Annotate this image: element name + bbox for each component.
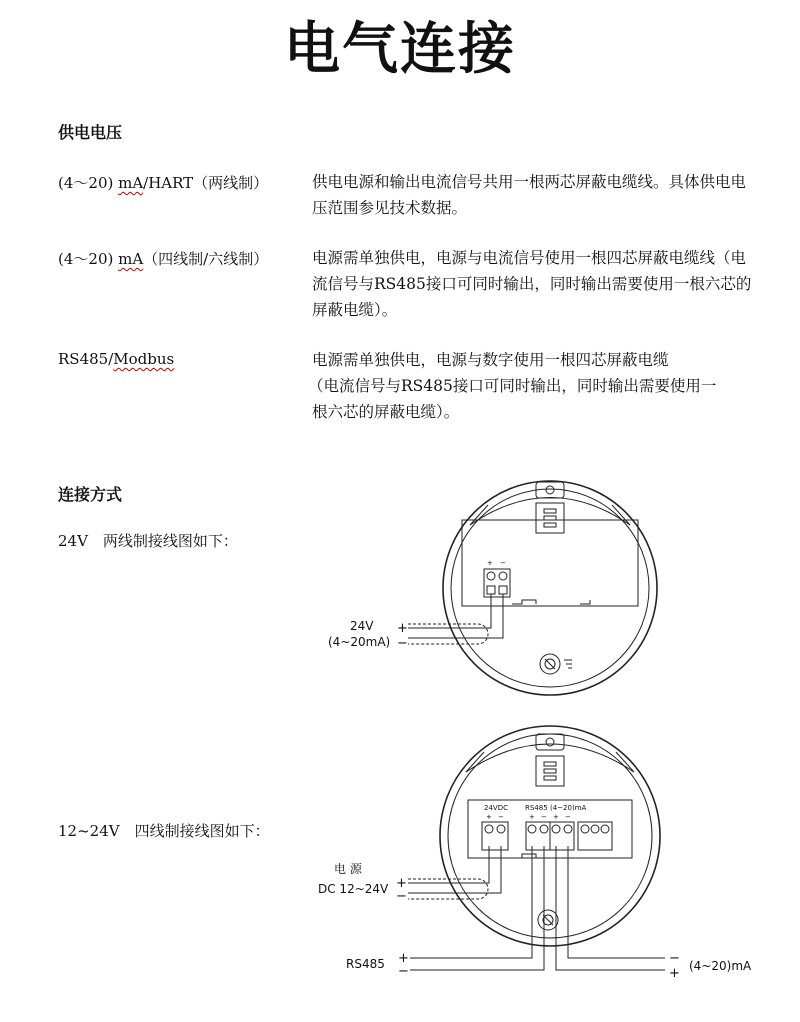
housing-top-arc [466,744,634,772]
diagram1-two-wire [408,481,657,695]
terminal-minus: − [541,813,547,821]
ground-symbol-icon [564,660,572,668]
plus-sign: + [398,951,409,966]
desc-line: 根六芯的屏蔽电缆）。 [312,403,460,421]
plus-sign: + [669,966,680,981]
board-edge [512,600,590,604]
housing-top-arc [470,498,630,526]
terminal-plus: + [553,813,559,821]
terminal-screw-icon [581,825,589,833]
terminal-minus: − [498,813,504,821]
connector-pin [544,509,556,513]
plus-sign: + [396,876,407,891]
minus-sign: − [396,889,407,904]
terminal-slot [487,586,495,594]
display-connector [536,756,564,786]
power-label: 电 源 [334,862,362,876]
diagram1-caption: 24V 两线制接线图如下： [58,532,238,550]
terminal-plus: + [529,813,535,821]
minus-sign: − [397,636,408,651]
plus-sign: + [397,621,408,636]
label-suffix: （四线制/六线制） [143,250,269,268]
supply-row-desc-1: 供电电源和输出电流信号共用一根两芯屏蔽电缆线。具体供电电压范围参见技术数据。 [312,173,747,217]
label-unit: mA [118,250,144,268]
block-label-current: (4~20)mA [550,804,587,812]
terminal-screw-icon [497,825,505,833]
terminal-screw-icon [487,572,495,580]
supply-row-desc-2: 电源需单独供电，电源与电流信号使用一根四芯屏蔽电缆线（电流信号与RS485接口可同时输出，同时输出需要使用一根六芯的屏蔽电缆）。 [312,249,752,319]
label-prefix: (4～20) [58,250,119,268]
desc-line: 电源需单独供电，电源与数字使用一根四芯屏蔽电缆 [312,351,669,369]
terminal-screw-icon [540,825,548,833]
terminal-block-spare [578,822,612,850]
desc-line: （电流信号与RS485接口可同时输出，同时输出需要使用一 [308,377,717,395]
rs485-wire-plus [410,846,532,958]
rs485-label: RS485 [346,957,385,971]
rs485-wire-minus [410,846,544,970]
diagram2-four-wire [408,726,665,970]
connector-pin [544,776,556,780]
wire-label-24v: 24V [350,619,374,633]
minus-sign: − [669,951,680,966]
block-label-24vdc: 24VDC [484,804,508,812]
diagram2-caption: 12~24V 四线制接线图如下： [58,822,270,840]
terminal-plus: + [486,813,492,821]
terminal-screw-icon [499,572,507,580]
current-wire-plus [556,846,665,970]
connection-heading: 连接方式 [58,485,123,504]
top-screw-icon [546,486,554,494]
terminal-screw-icon [591,825,599,833]
top-screw-housing [536,734,564,750]
supply-voltage-heading: 供电电压 [58,123,123,142]
page-title: 电气连接 [284,17,516,82]
terminal-slot [499,586,507,594]
label-unit: mA [118,174,144,192]
terminal-screw-icon [601,825,609,833]
terminal-screw-icon [485,825,493,833]
label-prefix: RS485/ [58,350,114,368]
label-suffix: /HART（两线制） [143,174,269,192]
terminal-minus: − [500,559,506,567]
terminal-plus: + [487,559,493,567]
label-prefix: (4～20) [58,174,119,192]
power-cable-shield [408,879,488,899]
housing-clips [470,505,630,525]
current-output-label: (4~20)mA [689,959,752,973]
top-screw-icon [546,738,554,746]
terminal-screw-icon [552,825,560,833]
power-voltage-label: DC 12~24V [318,882,389,896]
connector-pin [544,762,556,766]
block-label-rs485: RS485 [525,804,548,812]
minus-sign: − [398,964,409,979]
label-unit: Modbus [113,350,175,368]
terminal-screw-icon [564,825,572,833]
terminal-minus: − [565,813,571,821]
connector-pin [544,523,556,527]
terminal-screw-icon [528,825,536,833]
display-connector [536,503,564,533]
connector-pin [544,769,556,773]
cable-shield [408,624,488,644]
connector-pin [544,516,556,520]
top-screw-housing [536,482,564,498]
wire-label-current: (4~20mA) [328,635,391,649]
